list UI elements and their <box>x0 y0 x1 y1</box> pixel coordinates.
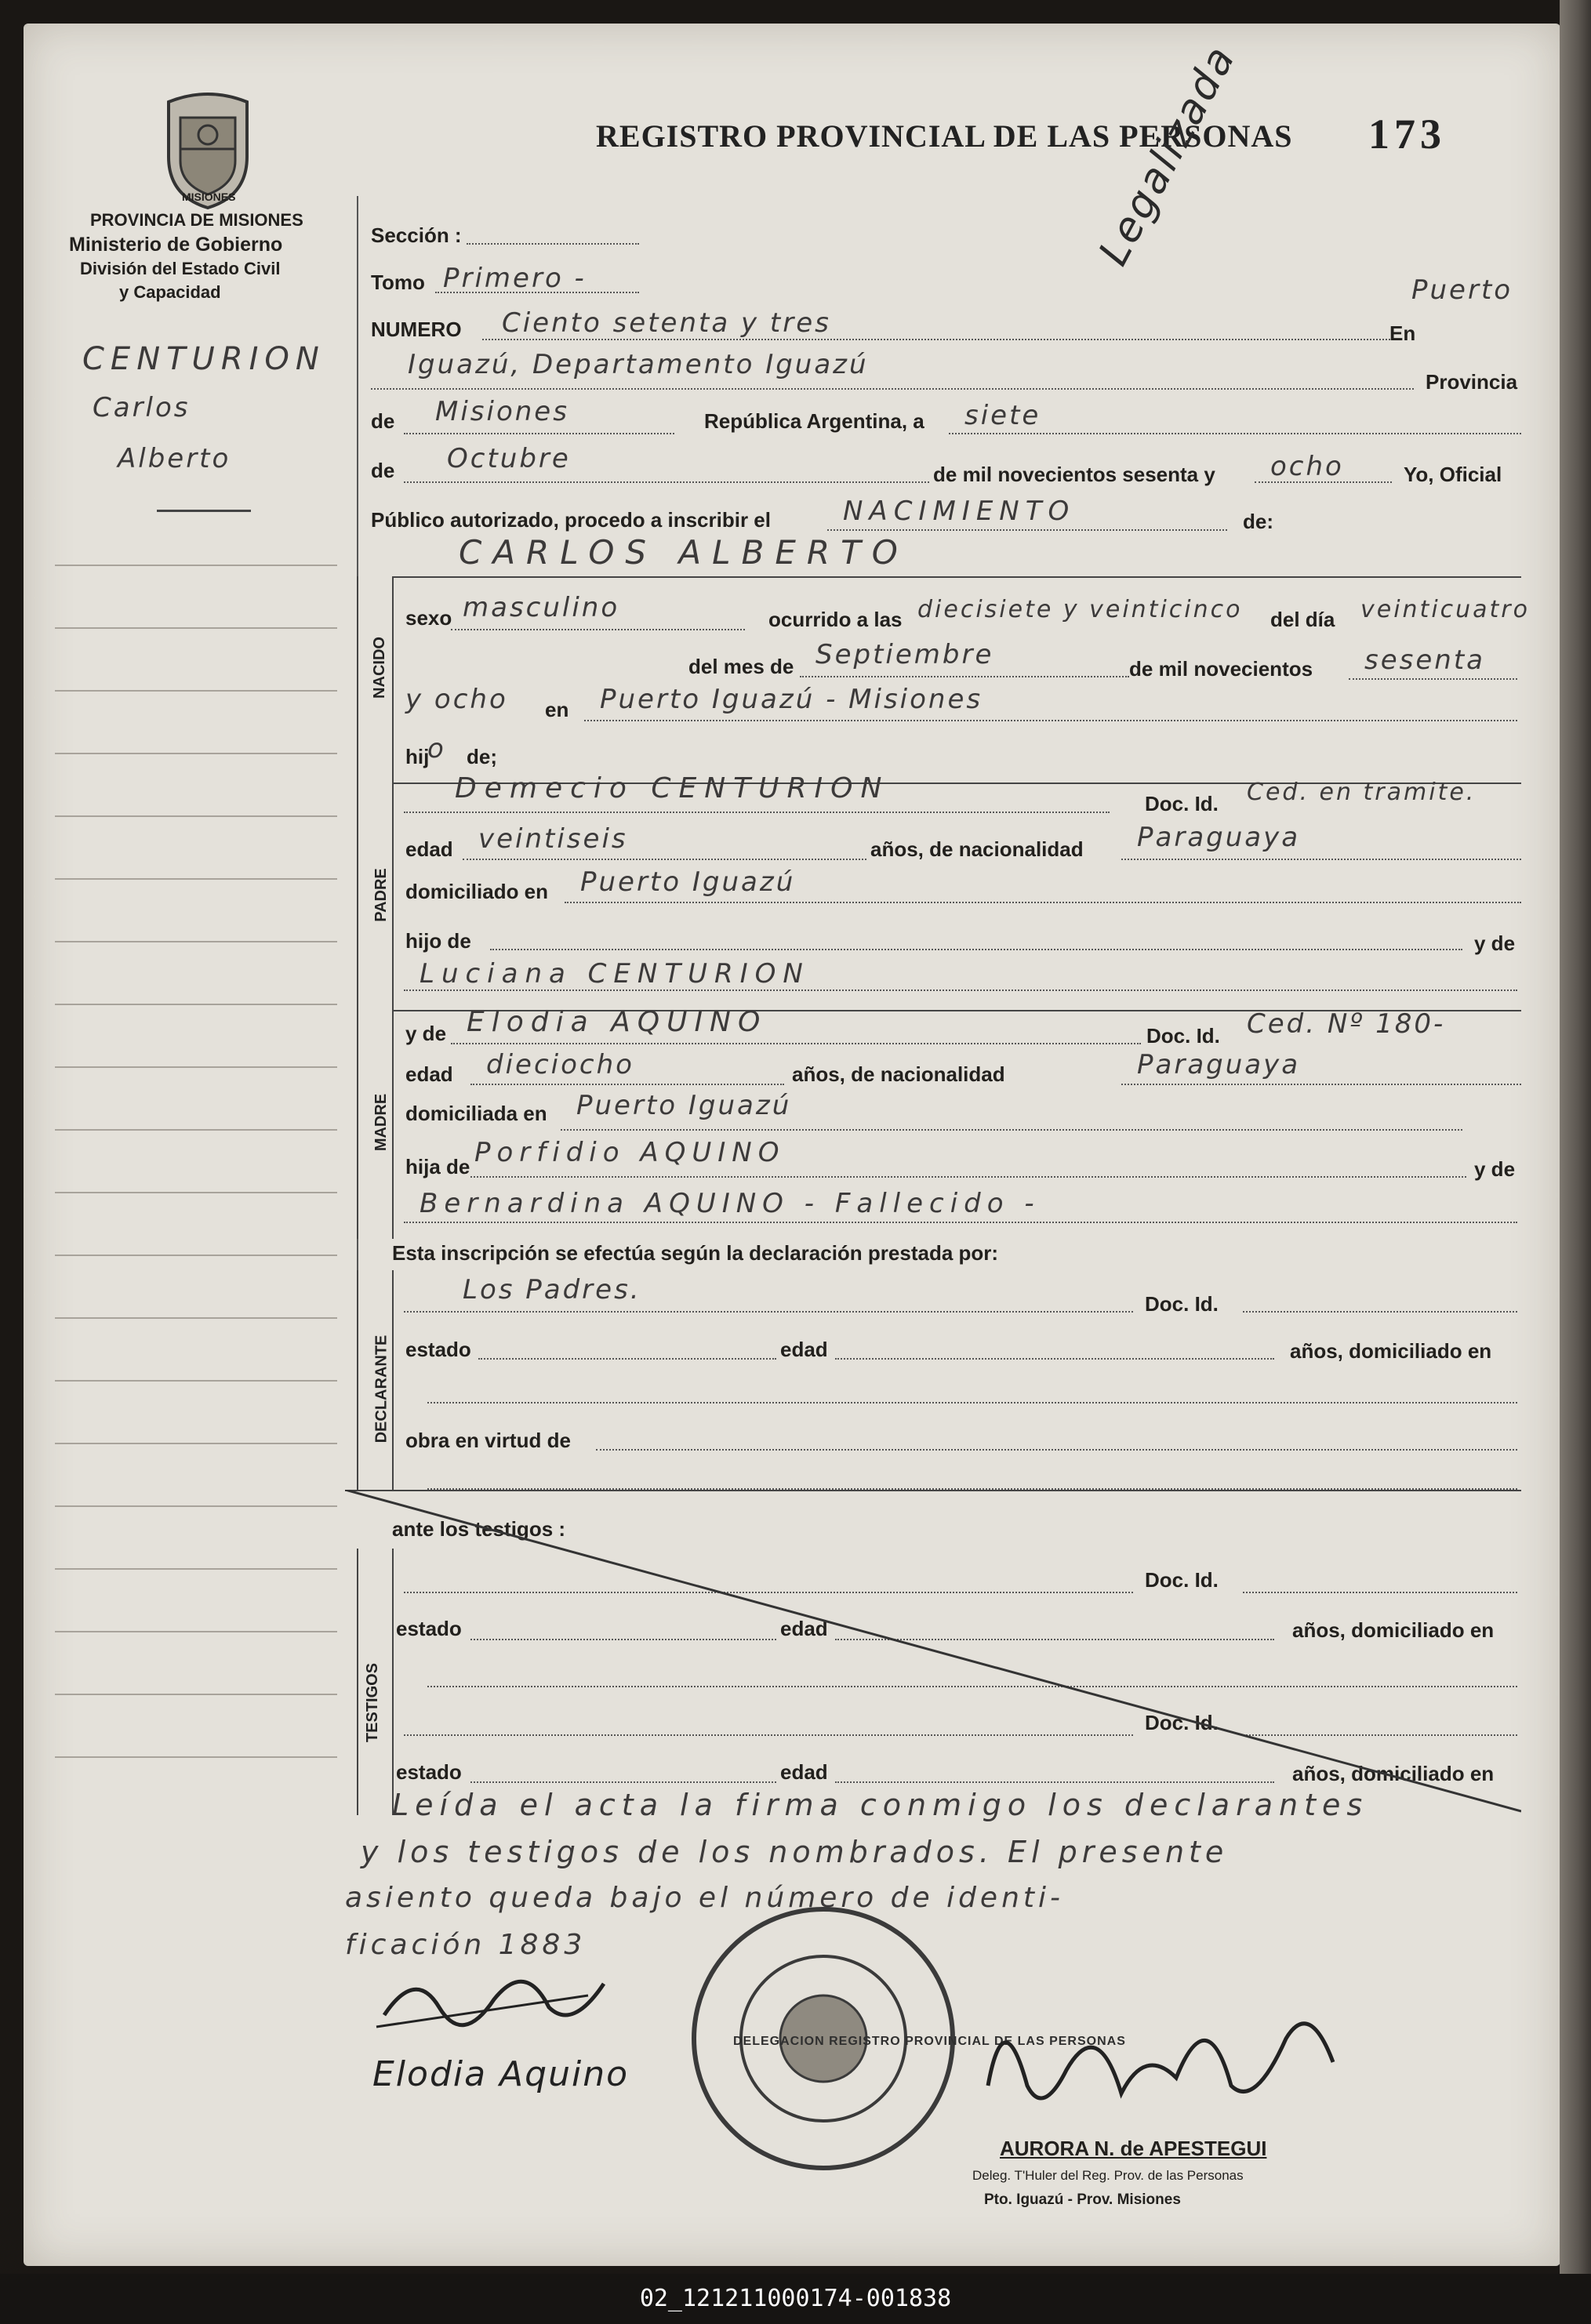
mes-value: Septiembre <box>815 639 994 670</box>
ruled-line <box>55 878 337 880</box>
fill-line <box>470 1084 784 1085</box>
fill-line <box>949 433 1521 434</box>
tomo-label: Tomo <box>371 271 425 294</box>
fill-line <box>490 949 1462 950</box>
image-caption: 02_121211000174-001838 <box>0 2274 1591 2324</box>
ruled-line <box>55 627 337 629</box>
section-bracket-inner <box>392 1011 394 1239</box>
ruled-line <box>55 1756 337 1758</box>
padre-nacionalidad: Paraguaya <box>1137 822 1301 853</box>
page-number: 173 <box>1368 111 1446 158</box>
year-text: de mil novecientos sesenta y <box>933 463 1215 486</box>
fill-line <box>1255 481 1392 483</box>
testigos-intro: ante los testigos : <box>392 1517 566 1541</box>
fill-line <box>404 433 674 434</box>
publico-text: Público autorizado, procedo a inscribir el <box>371 508 771 532</box>
section-bracket <box>357 1011 358 1239</box>
crest-label: MISIONES <box>182 191 236 203</box>
province-value: Misiones <box>435 396 569 427</box>
person-name: CARLOS ALBERTO <box>459 533 909 572</box>
fill-line <box>1349 678 1517 680</box>
madre-name: Elodia AQUINO <box>467 1006 768 1038</box>
fill-line <box>404 1222 1517 1223</box>
madre-yde-label: y de <box>405 1022 447 1045</box>
ruled-line <box>55 1505 337 1507</box>
ruled-line <box>55 1631 337 1632</box>
testigo2-anos-label: años, domiciliado en <box>1292 1762 1495 1785</box>
padre-edad-value: veintiseis <box>478 823 628 855</box>
madre-nacionalidad: Paraguaya <box>1137 1049 1301 1080</box>
nacido-section-label: NACIDO <box>370 637 388 699</box>
signature-mother: Elodia Aquino <box>372 2054 629 2094</box>
fill-line <box>1121 859 1521 860</box>
ruled-line <box>55 941 337 942</box>
testigo2-estado-label: estado <box>396 1760 462 1784</box>
declarante-estado-label: estado <box>405 1338 471 1361</box>
padre-doc-label: Doc. Id. <box>1145 792 1219 815</box>
ruled-line <box>55 1066 337 1068</box>
fill-line <box>561 1129 1462 1131</box>
province-heading: PROVINCIA DE MISIONES <box>90 210 303 230</box>
declarante-value: Los Padres. <box>463 1274 641 1305</box>
cancellation-diagonal <box>345 1490 1521 1819</box>
padre-madre-value: Luciana CENTURION <box>420 958 810 990</box>
fill-line <box>451 629 745 630</box>
official-name: AURORA N. de APESTEGUI <box>1000 2137 1267 2160</box>
book-spine <box>1560 0 1591 2274</box>
fill-line <box>467 243 639 245</box>
fill-line <box>435 292 639 293</box>
de-label: de <box>371 409 395 433</box>
sexo-value: masculino <box>463 592 620 623</box>
fill-line <box>1121 1084 1521 1085</box>
year-value: ocho <box>1270 451 1344 482</box>
official-place: Pto. Iguazú - Prov. Misiones <box>984 2191 1181 2208</box>
en-place-label: en <box>545 698 569 721</box>
signature-father-icon <box>369 1952 619 2046</box>
testigo2-edad-label: edad <box>780 1760 828 1784</box>
de-colon-label: de: <box>1243 510 1273 533</box>
year-cont-value: y ocho <box>405 684 508 715</box>
hijo-label: hij <box>405 745 430 768</box>
padre-domicilio-value: Puerto Iguazú <box>580 866 796 898</box>
fill-line <box>835 1358 1274 1360</box>
en-value: Puerto <box>1411 274 1513 306</box>
fill-line <box>404 481 929 483</box>
sexo-label: sexo <box>405 606 452 630</box>
madre-edad-value: dieciocho <box>486 1049 634 1080</box>
hijo-value: o <box>427 733 446 764</box>
madre-doc-value: Ced. Nº 180- <box>1247 1008 1446 1040</box>
declarante-doc-label: Doc. Id. <box>1145 1292 1219 1316</box>
section-bracket-inner <box>392 576 394 784</box>
declarante-intro: Esta inscripción se efectúa según la declaración prestada por: <box>392 1241 999 1265</box>
fill-line <box>371 388 1414 390</box>
margin-given-name-1: Carlos <box>93 392 191 423</box>
ruled-line <box>55 690 337 692</box>
seccion-label: Sección : <box>371 223 462 247</box>
madre-edad-label: edad <box>405 1062 453 1086</box>
closing-line-2: y los testigos de los nombrados. El presente <box>361 1835 1229 1869</box>
section-bracket <box>357 1270 358 1490</box>
hijo-de-label: de; <box>467 745 497 768</box>
testigo1-anos-label: años, domiciliado en <box>1292 1618 1495 1642</box>
hora-value: diecisiete y veinticinco <box>917 596 1243 623</box>
closing-line-3: asiento queda bajo el número de identi- <box>345 1882 1065 1914</box>
numero-label: NUMERO <box>371 318 462 341</box>
ruled-line <box>55 1380 337 1382</box>
padre-hijo-de-label: hijo de <box>405 929 471 953</box>
numero-value: Ciento setenta y tres <box>502 307 831 339</box>
tomo-value: Primero - <box>443 263 587 294</box>
declarante-edad-label: edad <box>780 1338 828 1361</box>
fill-line <box>584 720 1517 721</box>
republica-label: República Argentina, a <box>704 409 924 433</box>
madre-domicilio-label: domiciliada en <box>405 1102 547 1125</box>
section-bracket-inner <box>392 1270 394 1490</box>
ruled-line <box>55 1317 337 1319</box>
fill-line <box>404 812 1110 813</box>
fill-line <box>565 902 1521 903</box>
ruled-line <box>55 1443 337 1444</box>
madre-padre-value: Porfidio AQUINO <box>474 1137 786 1168</box>
testigo1-edad-label: edad <box>780 1617 828 1640</box>
section-rule <box>392 576 1521 578</box>
ruled-line <box>55 1004 337 1005</box>
division-heading-line2: y Capacidad <box>119 282 221 302</box>
de-month-label: de <box>371 459 395 482</box>
dia-label: del día <box>1270 608 1335 631</box>
madre-y-de-label: y de <box>1474 1157 1516 1181</box>
margin-given-name-2: Alberto <box>118 443 231 474</box>
lugar-value: Puerto Iguazú - Misiones <box>600 684 983 715</box>
section-bracket <box>357 576 358 784</box>
testigos-section-label: TESTIGOS <box>364 1662 382 1743</box>
fill-line <box>470 1176 1466 1178</box>
ruled-line <box>55 565 337 566</box>
margin-surname: CENTURION <box>82 341 325 377</box>
fill-line <box>800 676 1129 677</box>
ministry-heading: Ministerio de Gobierno <box>69 234 283 256</box>
margin-stamp-legalizada: Legalizada <box>1090 37 1245 274</box>
testigo2-doc-label: Doc. Id. <box>1145 1711 1219 1734</box>
mil-label: de mil novecientos <box>1129 657 1313 681</box>
fill-line <box>827 529 1227 531</box>
closing-line-4: ficación 1883 <box>345 1929 587 1961</box>
fill-line <box>404 1311 1133 1313</box>
madre-doc-label: Doc. Id. <box>1146 1024 1220 1048</box>
fill-line <box>451 1043 1141 1044</box>
fill-line <box>482 339 1400 340</box>
dia-value: veinticuatro <box>1360 596 1530 623</box>
stamp-text: DELEGACION REGISTRO PROVINCIAL DE LAS PERSONAS <box>733 2035 1126 2048</box>
madre-domicilio-value: Puerto Iguazú <box>576 1090 792 1121</box>
madre-hija-label: hija de <box>405 1155 470 1178</box>
ruled-line <box>55 815 337 817</box>
section-bracket-inner <box>392 784 394 1011</box>
ruled-line <box>55 1568 337 1570</box>
document-title: REGISTRO PROVINCIAL DE LAS PERSONAS <box>596 118 1293 154</box>
division-heading: División del Estado Civil <box>80 259 281 278</box>
mil-value: sesenta <box>1364 645 1485 676</box>
padre-doc-value: Ced. en tramite. <box>1247 779 1477 806</box>
ruled-line <box>55 753 337 754</box>
ruled-line <box>55 1129 337 1131</box>
mes-label: del mes de <box>688 655 794 678</box>
ocurrido-label: ocurrido a las <box>768 608 903 631</box>
place-value: Iguazú, Departamento Iguazú <box>408 349 869 380</box>
margin-underline <box>157 510 251 512</box>
signature-official-icon <box>972 1968 1349 2125</box>
testigo1-doc-label: Doc. Id. <box>1145 1568 1219 1592</box>
madre-section-label: MADRE <box>372 1093 390 1152</box>
padre-anos-label: años, de nacionalidad <box>870 837 1084 861</box>
fill-line <box>1243 1311 1517 1313</box>
madre-madre-value: Bernardina AQUINO - Fallecido - <box>420 1188 1041 1219</box>
fill-line <box>596 1449 1517 1451</box>
oficial-text: Yo, Oficial <box>1404 463 1502 486</box>
madre-anos-label: años, de nacionalidad <box>792 1062 1005 1086</box>
fill-line <box>478 1358 776 1360</box>
fill-line <box>463 859 866 860</box>
ruled-line <box>55 1192 337 1193</box>
provincia-label: Provincia <box>1426 370 1518 394</box>
month-value: Octubre <box>447 443 571 474</box>
padre-section-label: PADRE <box>372 868 390 922</box>
day-value: siete <box>964 400 1041 431</box>
declarante-anos-label: años, domiciliado en <box>1290 1339 1492 1363</box>
en-label: En <box>1389 321 1416 345</box>
declarante-section-label: DECLARANTE <box>372 1334 390 1443</box>
padre-y-de-label: y de <box>1474 931 1516 955</box>
act-value: NACIMIENTO <box>843 496 1076 527</box>
fill-line <box>427 1402 1517 1403</box>
padre-domicilio-label: domiciliado en <box>405 880 549 903</box>
padre-edad-label: edad <box>405 837 453 861</box>
padre-name: Demecio CENTURION <box>455 772 890 804</box>
fill-line <box>404 990 1517 991</box>
closing-line-1: Leída el acta la firma conmigo los declarantes <box>392 1788 1369 1822</box>
ruled-line <box>55 1694 337 1695</box>
ruled-line <box>55 1255 337 1256</box>
section-bracket <box>357 784 358 1011</box>
official-title: Deleg. T'Huler del Reg. Prov. de las Personas <box>972 2168 1244 2183</box>
declarante-obra-label: obra en virtud de <box>405 1429 571 1452</box>
testigo1-estado-label: estado <box>396 1617 462 1640</box>
